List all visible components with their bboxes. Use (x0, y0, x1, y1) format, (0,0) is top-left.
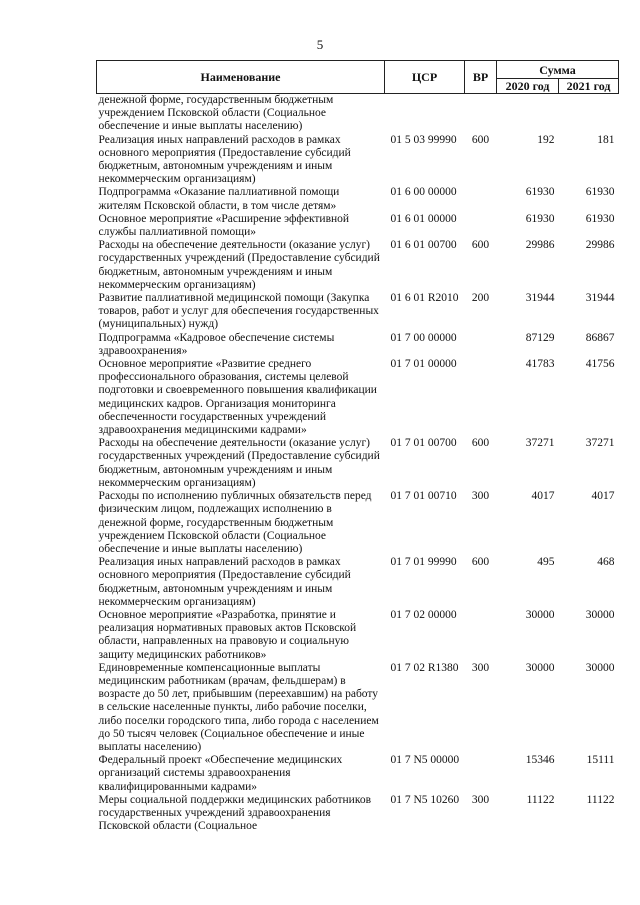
row-csr: 01 7 02 R1380 (390, 661, 459, 674)
table-row (97, 134, 619, 187)
header-sum: Сумма (497, 61, 619, 79)
row-sum-2020: 61930 (525, 186, 555, 199)
row-vr: 300 (471, 661, 490, 674)
row-csr (385, 94, 465, 134)
row-sum-2021: 30000 (585, 661, 615, 674)
row-sum-2020: 37271 (525, 437, 555, 450)
row-name: Единовременные компенсационные выплаты медицинским работникам (врачам, фельдшерам) в возрасте до 50 лет, прибывшим (переехавшим) на работу в сельские населенные пункты, либо рабочие поселки, либо поселки городского типа, либо города с населением до 50 тысяч человек (Социальное обеспечение и иные выплаты населению) (98, 661, 379, 753)
table-row (97, 292, 619, 332)
row-csr: 01 7 01 99990 (390, 556, 457, 569)
row-sum-2021: 86867 (585, 331, 615, 344)
table-row (97, 754, 619, 794)
row-vr: 300 (471, 793, 490, 806)
row-vr: 600 (471, 133, 490, 146)
table-row (97, 490, 619, 556)
row-csr: 01 7 01 00710 (390, 490, 457, 503)
row-sum-2020: 30000 (525, 661, 555, 674)
row-sum-2020: 29986 (525, 239, 555, 252)
row-sum-2021: 61930 (585, 212, 615, 225)
header-csr: ЦСР (385, 61, 465, 94)
page-number: 5 (316, 37, 324, 52)
row-vr (465, 213, 497, 239)
row-sum-2020: 87129 (525, 331, 555, 344)
header-year-2020: 2020 год (497, 79, 559, 94)
row-sum-2020: 31944 (525, 292, 555, 305)
row-sum-2020: 15346 (525, 754, 555, 767)
row-sum-2021: 37271 (585, 437, 615, 450)
row-csr: 01 7 01 00700 (390, 437, 457, 450)
row-sum-2020: 495 (537, 556, 555, 569)
row-name: денежной форме, государственным бюджетным учреждением Псковской области (Социальное обеспечение и иные выплаты населению) (98, 94, 334, 133)
row-vr: 300 (471, 490, 490, 503)
row-sum-2021: 41756 (585, 358, 615, 371)
row-vr: 600 (471, 437, 490, 450)
row-sum-2020: 41783 (525, 358, 555, 371)
row-sum-2020: 4017 (531, 490, 555, 503)
row-name: Основное мероприятие «Развитие среднего профессионального образования, системы целевой подготовки и своевременного повышения квалификации медицинских кадров. Организация мониторинга обеспеченности государственных учреждений здравоохранения медицинскими кадрами» (98, 358, 377, 437)
budget-table (96, 60, 619, 833)
row-sum-2020 (497, 94, 559, 134)
row-sum-2021: 11122 (586, 793, 615, 806)
row-csr: 01 7 01 00000 (390, 358, 457, 371)
row-csr: 01 7 N5 10260 (390, 793, 460, 806)
row-name: Основное мероприятие «Расширение эффективной службы паллиативной помощи» (98, 212, 350, 239)
row-vr (465, 186, 497, 212)
table-body (97, 94, 619, 834)
table-row (97, 239, 619, 292)
row-vr: 600 (471, 239, 490, 252)
row-csr: 01 7 00 00000 (390, 331, 457, 344)
row-vr (465, 609, 497, 662)
row-name: Подпрограмма «Оказание паллиативной помощи жителям Псковской области, в том числе детям» (98, 186, 340, 212)
row-csr: 01 6 01 R2010 (390, 292, 459, 305)
row-sum-2020: 30000 (525, 608, 555, 621)
row-name: Расходы на обеспечение деятельности (оказание услуг) государственных учреждений (Предоставление субсидий бюджетным, автономным учреждениям и иным некоммерческим организациям) (98, 437, 380, 489)
table-row (97, 794, 619, 834)
table-row (97, 609, 619, 662)
row-sum-2021: 61930 (585, 186, 615, 199)
row-name: Расходы на обеспечение деятельности (оказание услуг) государственных учреждений (Предоставление субсидий бюджетным, автономным учреждениям и иным некоммерческим организациям) (98, 239, 380, 291)
row-name: Реализация иных направлений расходов в рамках основного мероприятия (Предоставление субсидий бюджетным, автономным учреждениям и иным некоммерческим организациям) (98, 556, 351, 608)
table-row (97, 437, 619, 490)
row-vr: 600 (471, 556, 490, 569)
row-csr: 01 7 02 00000 (390, 608, 457, 621)
row-sum-2021: 29986 (585, 239, 615, 252)
row-name: Расходы по исполнению публичных обязательств перед физическим лицом, подлежащих исполнению в денежной форме, государственным бюджетным учреждением Псковской области (Социальное обеспечение и иные выплаты населению) (98, 490, 372, 555)
row-sum-2021 (559, 94, 619, 134)
row-name: Федеральный проект «Обеспечение медицинских организаций системы здравоохранения квалифицированными кадрами» (98, 754, 343, 793)
row-sum-2021: 4017 (591, 490, 615, 503)
row-sum-2021: 468 (597, 556, 615, 569)
row-vr (465, 94, 497, 134)
row-name: Развитие паллиативной медицинской помощи (Закупка товаров, работ и услуг для обеспечения государственных (муниципальных) нужд) (98, 292, 379, 331)
table-row (97, 186, 619, 212)
row-name: Меры социальной поддержки медицинских работников государственных учреждений здравоохранения Псковской области (Социальное (98, 793, 371, 833)
row-sum-2020: 61930 (525, 212, 555, 225)
header-year-2021: 2021 год (559, 79, 619, 94)
table-header (97, 61, 619, 94)
row-vr (465, 754, 497, 794)
row-vr (465, 332, 497, 358)
row-name: Подпрограмма «Кадровое обеспечение системы здравоохранения» (98, 331, 335, 357)
header-name: Наименование (97, 61, 385, 94)
row-name: Реализация иных направлений расходов в рамках основного мероприятия (Предоставление субсидий бюджетным, автономным учреждениям и иным некоммерческим организациям) (98, 133, 351, 186)
table-row (97, 358, 619, 437)
table-row (97, 556, 619, 609)
row-sum-2020: 11122 (526, 793, 555, 806)
row-csr: 01 7 N5 00000 (390, 754, 460, 767)
row-sum-2021: 30000 (585, 608, 615, 621)
row-csr: 01 6 01 00000 (390, 212, 457, 225)
table-row (97, 332, 619, 358)
row-sum-2021: 15111 (586, 754, 615, 767)
table-row (97, 662, 619, 754)
row-vr: 200 (471, 292, 490, 305)
row-sum-2020: 192 (537, 133, 555, 146)
table-row (97, 213, 619, 239)
row-sum-2021: 31944 (585, 292, 615, 305)
row-csr: 01 5 03 99990 (390, 133, 457, 146)
row-csr: 01 6 00 00000 (390, 186, 457, 199)
header-vr: ВР (465, 61, 497, 94)
table-row (97, 94, 619, 134)
row-vr (465, 358, 497, 437)
row-sum-2021: 181 (597, 133, 615, 146)
row-csr: 01 6 01 00700 (390, 239, 457, 252)
row-name: Основное мероприятие «Разработка, принятие и реализация нормативных правовых актов Псковской области, направленных на правовую и социальную защиту медицинских работников» (98, 608, 357, 661)
